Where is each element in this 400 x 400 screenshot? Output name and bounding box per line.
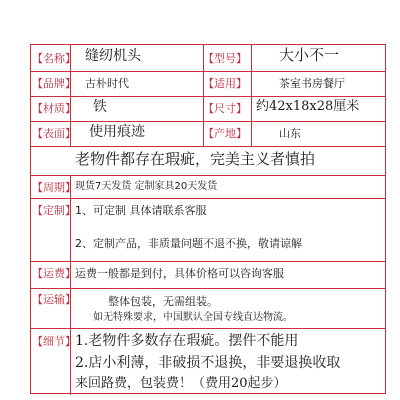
usage-label: 【适用】	[203, 77, 247, 90]
origin-value: 山东	[279, 127, 301, 140]
transport-label: 【运输】	[32, 293, 76, 306]
usage-value: 茶室书房餐厅	[279, 77, 345, 90]
period-label: 【周期】	[32, 181, 76, 194]
row-divider	[31, 261, 385, 262]
custom-line-1: 1、可定制 具体请联系客服	[75, 204, 207, 217]
name-value: 缝纫机头	[85, 48, 141, 64]
row-divider	[31, 288, 385, 289]
name-label: 【名称】	[32, 52, 76, 65]
defect-notice: 老物件都存在瑕疵，完美主义者慎拍	[75, 150, 316, 168]
column-divider	[251, 45, 252, 146]
details-line-3: 来回路费，包装费！（费用20起步）	[75, 376, 287, 391]
row-divider	[31, 96, 385, 97]
details-line-2: 2.店小利薄，非破损不退换，非要退换收取	[75, 355, 341, 371]
period-text: 现货7天发货 定制家具20天发货	[75, 181, 218, 192]
custom-line-2: 2、定制产品，非质量问题不退不换，敬请谅解	[75, 237, 302, 250]
row-divider	[31, 328, 385, 329]
transport-line-2: 如无特殊要求，中国默认全国专线直达物流。	[93, 312, 293, 323]
row-divider	[31, 146, 385, 147]
surface-value: 使用痕迹	[89, 124, 145, 140]
model-label: 【型号】	[203, 52, 247, 65]
material-label: 【材质】	[32, 102, 76, 115]
transport-line-1: 整体包装，无需组装。	[108, 295, 218, 308]
row-divider	[31, 121, 385, 122]
origin-label: 【产地】	[203, 127, 247, 140]
custom-label: 【定制】	[32, 204, 76, 217]
material-value: 铁	[93, 99, 107, 115]
brand-value: 古朴时代	[85, 77, 129, 90]
product-info-sheet	[30, 44, 386, 394]
row-divider	[31, 175, 385, 176]
brand-label: 【品牌】	[32, 77, 76, 90]
row-divider	[31, 71, 385, 72]
row-divider	[31, 198, 385, 199]
model-value: 大小不一	[279, 46, 340, 64]
shipping-label: 【运费】	[32, 267, 76, 280]
shipping-text: 运费一般都是到付，具体价格可以咨询客服	[75, 267, 284, 280]
details-label: 【细节】	[32, 335, 76, 348]
size-label: 【尺寸】	[203, 102, 247, 115]
details-line-1: 1.老物件多数存在瑕疵。摆件不能用	[75, 333, 299, 349]
surface-label: 【表面】	[32, 127, 76, 140]
size-value: 约42x18x28厘米	[256, 99, 360, 114]
